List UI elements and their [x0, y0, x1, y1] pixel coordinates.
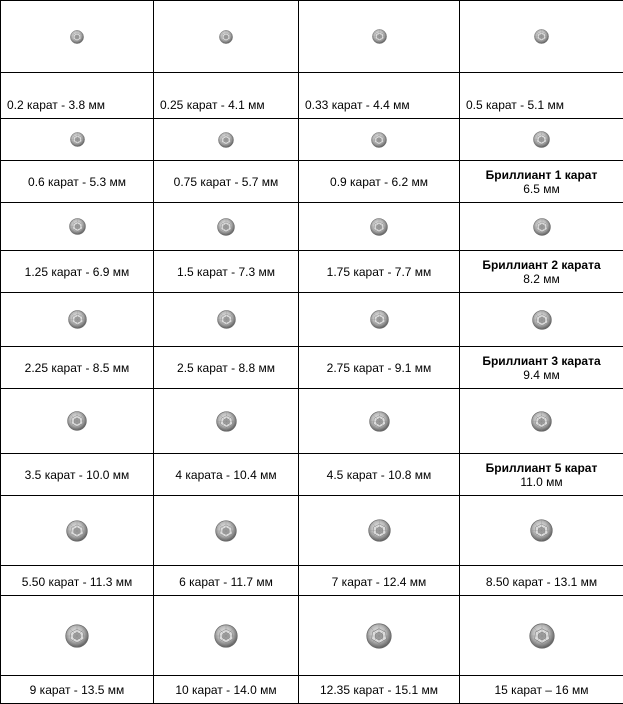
stone-image-cell [1, 596, 154, 676]
diamond-icon [65, 624, 89, 648]
stone-size-label [154, 73, 299, 119]
diamond-icon [218, 132, 234, 148]
stone-image-cell [154, 1, 299, 73]
stone-image-row [1, 293, 623, 347]
stone-image-cell [1, 293, 154, 347]
stone-image-cell [1, 389, 154, 454]
stone-image-row [1, 203, 623, 251]
stone-image-cell [1, 119, 154, 161]
diamond-icon [214, 624, 238, 648]
stone-label-row [1, 566, 623, 596]
stone-size-label [460, 161, 623, 203]
diamond-icon [219, 30, 233, 44]
stone-image-cell [1, 1, 154, 73]
stone-label-row [1, 454, 623, 496]
stone-size-label [460, 347, 623, 389]
stone-size-text: 8.50 карат - 13.1 мм [486, 575, 597, 589]
stone-diameter: 9.4 мм [460, 368, 623, 382]
stone-size-text: 2.5 карат - 8.8 мм [177, 361, 275, 375]
stone-size-text: 0.9 карат - 6.2 мм [330, 175, 428, 189]
diamond-icon [216, 411, 237, 432]
diamond-icon [370, 310, 389, 329]
stone-image-row [1, 1, 623, 73]
stone-size-text: 3.5 карат - 10.0 мм [25, 468, 130, 482]
diamond-icon [67, 411, 87, 431]
stone-diameter: 6.5 мм [460, 182, 623, 196]
stone-label-row [1, 347, 623, 389]
stone-size-label [299, 566, 460, 596]
diamond-icon [368, 519, 391, 542]
stone-size-text: 15 карат – 16 мм [495, 683, 589, 697]
diamond-icon [70, 30, 84, 44]
stone-size-label [299, 347, 460, 389]
stone-image-cell [460, 596, 623, 676]
diamond-icon [372, 29, 387, 44]
stone-image-cell [460, 119, 623, 161]
diamond-icon [369, 411, 390, 432]
stone-size-label [1, 161, 154, 203]
stone-title: Бриллиант 5 карат [460, 461, 623, 475]
stone-image-cell [154, 496, 299, 566]
stone-size-text: 9 карат - 13.5 мм [30, 683, 125, 697]
stone-size-label [299, 454, 460, 496]
diamond-icon [69, 218, 86, 235]
diamond-icon [530, 519, 553, 542]
stone-size-label [460, 454, 623, 496]
diamond-icon [70, 132, 85, 147]
diamond-icon [68, 310, 87, 329]
stone-image-cell [460, 389, 623, 454]
stone-size-text: 2.25 карат - 8.5 мм [25, 361, 130, 375]
diamond-icon [534, 29, 549, 44]
stone-image-cell [460, 1, 623, 73]
stone-size-label [154, 454, 299, 496]
stone-size-text: 12.35 карат - 15.1 мм [320, 683, 438, 697]
stone-size-text: 2.75 карат - 9.1 мм [327, 361, 432, 375]
diamond-icon [366, 623, 392, 649]
stone-image-cell [154, 293, 299, 347]
stone-size-label [154, 676, 299, 704]
diamond-icon [532, 310, 552, 330]
stone-image-cell [299, 389, 460, 454]
stone-image-cell [299, 203, 460, 251]
stone-size-label [154, 347, 299, 389]
diamond-icon [533, 218, 551, 236]
stone-image-cell [154, 389, 299, 454]
stone-size-text: 1.75 карат - 7.7 мм [327, 265, 432, 279]
stone-image-cell [154, 596, 299, 676]
stone-size-label [1, 454, 154, 496]
stone-size-text: 1.5 карат - 7.3 мм [177, 265, 275, 279]
diamond-icon [533, 131, 550, 148]
stone-label-row [1, 161, 623, 203]
stone-size-label [1, 676, 154, 704]
stone-size-text: 0.33 карат - 4.4 мм [305, 98, 410, 112]
stone-size-label [154, 566, 299, 596]
diamond-icon [66, 520, 88, 542]
stone-label-row [1, 676, 623, 704]
stone-image-cell [154, 203, 299, 251]
stone-size-label [1, 566, 154, 596]
stone-title: Бриллиант 2 карата [460, 258, 623, 272]
stone-size-label [1, 251, 154, 293]
diamond-icon [217, 310, 236, 329]
stone-size-text: 4.5 карат - 10.8 мм [327, 468, 432, 482]
diamond-icon [215, 520, 237, 542]
stone-size-label [154, 161, 299, 203]
stone-size-text: 1.25 карат - 6.9 мм [25, 265, 130, 279]
stone-size-label [299, 676, 460, 704]
stone-size-label [460, 676, 623, 704]
stone-image-row [1, 119, 623, 161]
stone-size-label [154, 251, 299, 293]
stone-image-row [1, 496, 623, 566]
diamond-icon [371, 132, 387, 148]
stone-size-text: 6 карат - 11.7 мм [179, 575, 273, 589]
stone-diameter: 11.0 мм [460, 475, 623, 489]
stone-size-label [299, 251, 460, 293]
stone-image-cell [460, 293, 623, 347]
stone-size-text: 0.75 карат - 5.7 мм [174, 175, 279, 189]
stone-size-text: 0.6 карат - 5.3 мм [28, 175, 126, 189]
diamond-icon [217, 218, 235, 236]
stone-label-row [1, 251, 623, 293]
diamond-icon [531, 411, 552, 432]
stone-size-text: 10 карат - 14.0 мм [175, 683, 276, 697]
stone-image-cell [460, 203, 623, 251]
diamond-icon [370, 218, 388, 236]
stone-size-text: 7 карат - 12.4 мм [332, 575, 427, 589]
stone-size-label [460, 566, 623, 596]
stone-title: Бриллиант 3 карата [460, 354, 623, 368]
stone-title: Бриллиант 1 карат [460, 168, 623, 182]
stone-image-cell [154, 119, 299, 161]
diamond-icon [529, 623, 555, 649]
stone-size-label [460, 73, 623, 119]
stone-image-cell [299, 496, 460, 566]
stone-image-row [1, 596, 623, 676]
stone-image-cell [299, 293, 460, 347]
stone-size-label [299, 73, 460, 119]
stone-size-text: 0.25 карат - 4.1 мм [160, 98, 265, 112]
stone-size-label [299, 161, 460, 203]
stone-size-label [460, 251, 623, 293]
stone-size-text: 5.50 карат - 11.3 мм [22, 575, 132, 589]
stone-image-cell [299, 596, 460, 676]
stone-size-text: 0.2 карат - 3.8 мм [7, 98, 105, 112]
stone-diameter: 8.2 мм [460, 272, 623, 286]
stone-size-text: 0.5 карат - 5.1 мм [466, 98, 564, 112]
stone-size-label [1, 73, 154, 119]
stone-label-row [1, 73, 623, 119]
stone-image-cell [299, 119, 460, 161]
stone-size-label [1, 347, 154, 389]
stone-image-cell [299, 1, 460, 73]
stone-image-cell [460, 496, 623, 566]
stone-image-cell [1, 203, 154, 251]
stone-size-text: 4 карата - 10.4 мм [175, 468, 276, 482]
stone-image-row [1, 389, 623, 454]
stone-image-cell [1, 496, 154, 566]
